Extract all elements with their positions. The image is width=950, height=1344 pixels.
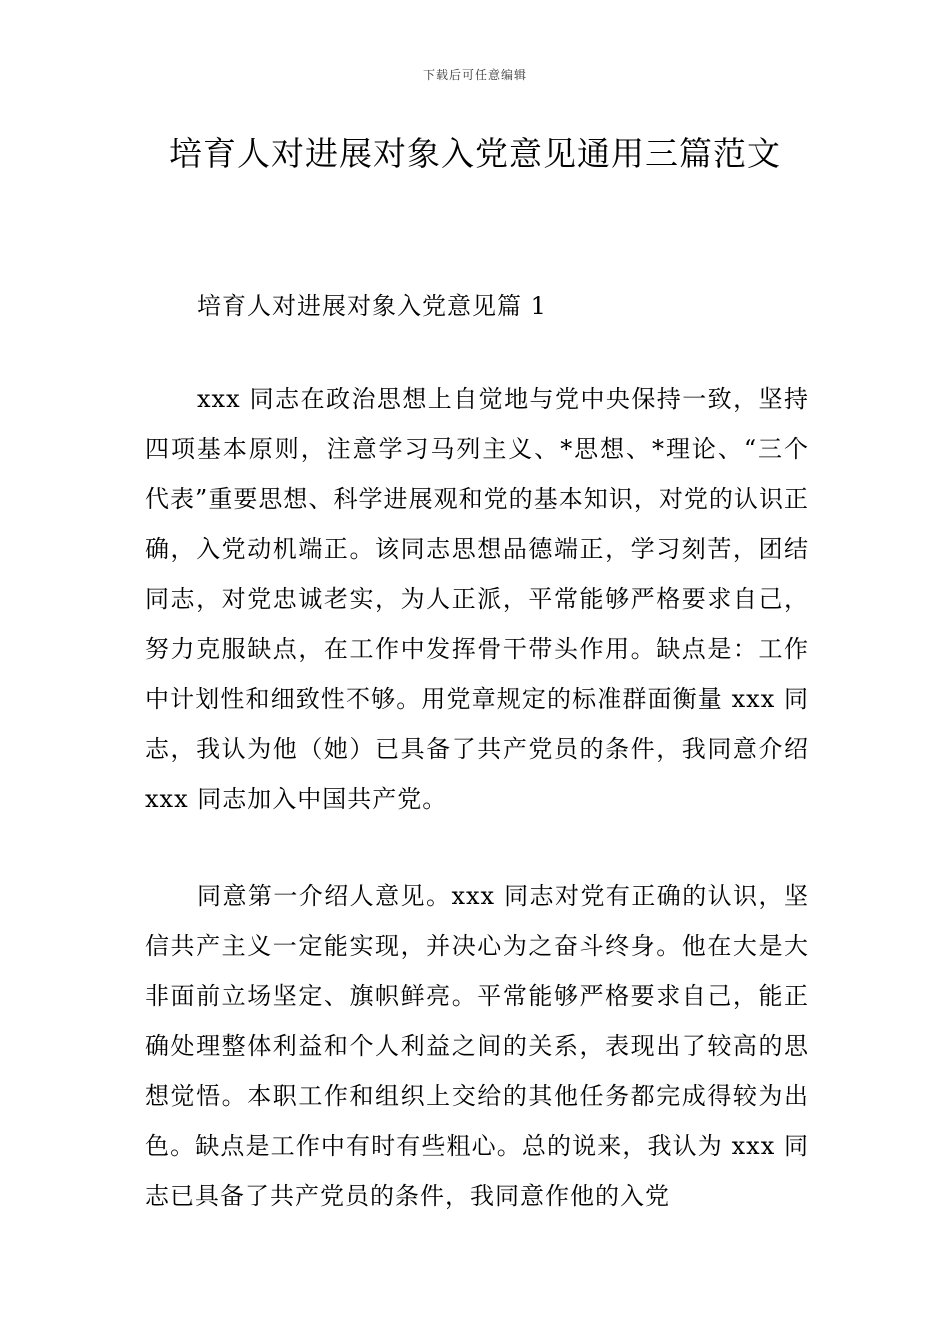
section-heading: 培育人对进展对象入党意见篇 1 [197, 292, 547, 320]
document-title: 培育人对进展对象入党意见通用三篇范文 [169, 134, 781, 173]
body-paragraph-2: 同意第一介绍人意见。xxx 同志对党有正确的认识，坚信共产主义一定能实现，并决心为之奋斗终身。他在大是大非面前立场坚定、旗帜鲜亮。平常能够严格要求自己，能正确处理整体利益和个人利益之间的关系，表现出了较高的思想觉悟。本职工作和组织上交给的其他任务都完成得较为出色。缺点是工作中有时有些粗心。总的说来，我认为 xxx 同志已具备了共产党员的条件，我同意作他的入党 [145, 882, 809, 1210]
page-header-note: 下载后可任意编辑 [422, 68, 527, 82]
body-paragraph-1: xxx 同志在政治思想上自觉地与党中央保持一致，坚持四项基本原则，注意学习马列主义、*思想、*理论、“三个代表”重要思想、科学进展观和党的基本知识，对党的认识正确，入党动机端正。该同志思想品德端正，学习刻苦，团结同志，对党忠诚老实，为人正派，平常能够严格要求自己，努力克服缺点，在工作中发挥骨干带头作用。缺点是：工作中计划性和细致性不够。用党章规定的标准群面衡量 xxx 同志，我认为他（她）已具备了共产党员的条件，我同意介绍 xxx 同志加入中国共产党。 [145, 385, 809, 813]
